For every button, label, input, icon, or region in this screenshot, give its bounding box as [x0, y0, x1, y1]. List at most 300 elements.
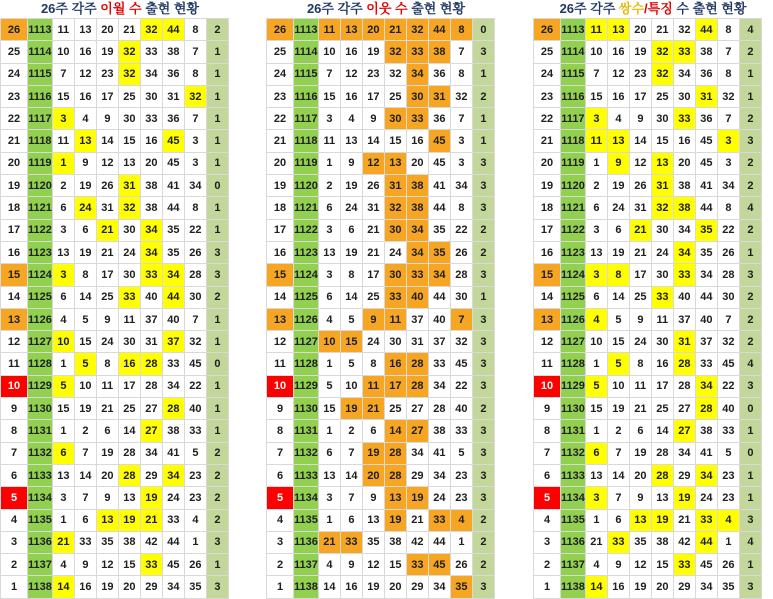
winning-number-cell: 2 [585, 175, 607, 197]
table-row [534, 19, 762, 41]
winning-number-cell: 28 [428, 398, 450, 420]
winning-number-cell: 41 [695, 175, 717, 197]
winning-number-cell: 24 [629, 331, 651, 353]
draw-number-cell: 1135 [561, 509, 586, 531]
bonus-number-cell: 35 [717, 576, 739, 598]
table-row [534, 487, 762, 509]
winning-number-cell: 33 [673, 108, 695, 130]
winning-number-cell: 24 [74, 197, 96, 219]
draw-number-cell: 1122 [561, 219, 586, 241]
bonus-number-cell: 26 [184, 241, 206, 263]
winning-number-cell: 7 [340, 442, 362, 464]
winning-number-cell: 2 [607, 420, 629, 442]
table-row [267, 531, 495, 553]
match-count-cell: 3 [472, 420, 494, 442]
rank-cell: 11 [1, 353, 28, 375]
winning-number-cell: 14 [362, 130, 384, 152]
bonus-number-cell: 22 [717, 219, 739, 241]
winning-number-cell: 17 [629, 264, 651, 286]
table-row [267, 487, 495, 509]
winning-number-cell: 44 [695, 531, 717, 553]
winning-number-cell: 14 [340, 464, 362, 486]
draw-table [266, 18, 495, 599]
title-suffix: 수 출현 현황 [672, 1, 747, 16]
winning-number-cell: 33 [406, 108, 428, 130]
winning-number-cell: 9 [629, 308, 651, 330]
winning-number-cell: 31 [406, 331, 428, 353]
winning-number-cell: 7 [52, 63, 74, 85]
winning-number-cell: 14 [96, 130, 118, 152]
winning-number-cell: 11 [362, 375, 384, 397]
title-prefix: 26주 각주 [306, 1, 367, 16]
winning-number-cell: 33 [140, 108, 162, 130]
table-row [534, 308, 762, 330]
winning-number-cell: 19 [118, 509, 140, 531]
winning-number-cell: 21 [673, 509, 695, 531]
match-count-cell: 0 [739, 442, 761, 464]
winning-number-cell: 7 [607, 487, 629, 509]
winning-number-cell: 1 [52, 509, 74, 531]
winning-number-cell: 21 [406, 509, 428, 531]
winning-number-cell: 16 [118, 353, 140, 375]
rank-cell: 21 [534, 130, 561, 152]
winning-number-cell: 16 [74, 41, 96, 63]
match-count-cell: 2 [206, 487, 228, 509]
winning-number-cell: 27 [673, 398, 695, 420]
rank-cell: 14 [534, 286, 561, 308]
match-count-cell: 2 [739, 108, 761, 130]
winning-number-cell: 16 [340, 576, 362, 598]
draw-number-cell: 1115 [28, 63, 53, 85]
rank-cell: 26 [267, 19, 294, 41]
draw-number-cell: 1138 [561, 576, 586, 598]
winning-number-cell: 30 [140, 85, 162, 107]
bonus-number-cell: 3 [450, 152, 472, 174]
bonus-number-cell: 4 [450, 509, 472, 531]
winning-number-cell: 34 [162, 375, 184, 397]
winning-number-cell: 28 [384, 442, 406, 464]
draw-number-cell: 1113 [561, 19, 586, 41]
bonus-number-cell: 8 [717, 19, 739, 41]
draw-number-cell: 1113 [294, 19, 319, 41]
winning-number-cell: 30 [673, 85, 695, 107]
match-count-cell: 3 [472, 41, 494, 63]
winning-number-cell: 33 [406, 264, 428, 286]
match-count-cell: 1 [206, 420, 228, 442]
table-row [1, 41, 229, 63]
winning-number-cell: 11 [96, 375, 118, 397]
bonus-number-cell: 28 [450, 264, 472, 286]
winning-number-cell: 4 [340, 108, 362, 130]
winning-number-cell: 34 [140, 219, 162, 241]
winning-number-cell: 6 [52, 442, 74, 464]
match-count-cell: 3 [472, 308, 494, 330]
winning-number-cell: 13 [384, 487, 406, 509]
draw-number-cell: 1137 [561, 554, 586, 576]
rank-cell: 4 [267, 509, 294, 531]
winning-number-cell: 30 [651, 331, 673, 353]
table-row [267, 420, 495, 442]
winning-number-cell: 20 [118, 576, 140, 598]
match-count-cell: 2 [472, 241, 494, 263]
winning-number-cell: 15 [585, 398, 607, 420]
bonus-number-cell: 33 [184, 420, 206, 442]
winning-number-cell: 26 [96, 175, 118, 197]
panel-neighbor [266, 0, 506, 594]
winning-number-cell: 30 [651, 219, 673, 241]
draw-number-cell: 1123 [294, 241, 319, 263]
winning-number-cell: 32 [651, 41, 673, 63]
winning-number-cell: 37 [695, 331, 717, 353]
match-count-cell: 1 [206, 108, 228, 130]
winning-number-cell: 13 [585, 464, 607, 486]
winning-number-cell: 12 [629, 152, 651, 174]
winning-number-cell: 21 [96, 219, 118, 241]
winning-number-cell: 33 [140, 554, 162, 576]
winning-number-cell: 2 [340, 420, 362, 442]
match-count-cell: 4 [739, 197, 761, 219]
match-count-cell: 2 [206, 442, 228, 464]
winning-number-cell: 9 [629, 487, 651, 509]
rank-cell: 25 [1, 41, 28, 63]
bonus-number-cell: 30 [184, 286, 206, 308]
winning-number-cell: 9 [629, 108, 651, 130]
winning-number-cell: 44 [162, 286, 184, 308]
match-count-cell: 3 [472, 264, 494, 286]
winning-number-cell: 45 [695, 130, 717, 152]
winning-number-cell: 20 [96, 464, 118, 486]
winning-number-cell: 14 [318, 576, 340, 598]
match-count-cell: 1 [739, 554, 761, 576]
draw-number-cell: 1117 [561, 108, 586, 130]
draw-number-cell: 1124 [28, 264, 53, 286]
winning-number-cell: 15 [651, 130, 673, 152]
bonus-number-cell: 40 [450, 398, 472, 420]
winning-number-cell: 19 [96, 41, 118, 63]
match-count-cell: 3 [472, 197, 494, 219]
rank-cell: 16 [534, 241, 561, 263]
winning-number-cell: 6 [362, 420, 384, 442]
bonus-number-cell: 3 [184, 130, 206, 152]
draw-number-cell: 1134 [294, 487, 319, 509]
winning-number-cell: 28 [695, 398, 717, 420]
winning-number-cell: 16 [607, 576, 629, 598]
winning-number-cell: 17 [96, 85, 118, 107]
match-count-cell: 1 [206, 554, 228, 576]
bonus-number-cell: 8 [717, 63, 739, 85]
winning-number-cell: 1 [318, 152, 340, 174]
winning-number-cell: 28 [118, 442, 140, 464]
table-row [1, 241, 229, 263]
rank-cell: 7 [1, 442, 28, 464]
rank-cell: 5 [534, 487, 561, 509]
rank-cell: 21 [1, 130, 28, 152]
draw-number-cell: 1116 [561, 85, 586, 107]
winning-number-cell: 19 [140, 487, 162, 509]
winning-number-cell: 42 [673, 531, 695, 553]
winning-number-cell: 34 [140, 442, 162, 464]
table-row [267, 554, 495, 576]
winning-number-cell: 14 [52, 576, 74, 598]
match-count-cell: 1 [206, 41, 228, 63]
panel-pair [533, 0, 773, 594]
rank-cell: 22 [1, 108, 28, 130]
winning-number-cell: 33 [673, 264, 695, 286]
winning-number-cell: 16 [607, 41, 629, 63]
winning-number-cell: 2 [74, 420, 96, 442]
winning-number-cell: 30 [651, 264, 673, 286]
bonus-number-cell: 45 [450, 353, 472, 375]
table-row [1, 554, 229, 576]
winning-number-cell: 32 [673, 19, 695, 41]
bonus-number-cell: 8 [184, 19, 206, 41]
match-count-cell: 2 [739, 219, 761, 241]
winning-number-cell: 44 [695, 197, 717, 219]
rank-cell: 20 [1, 152, 28, 174]
winning-number-cell: 35 [96, 531, 118, 553]
winning-number-cell: 13 [384, 152, 406, 174]
match-count-cell: 0 [739, 398, 761, 420]
winning-number-cell: 35 [362, 531, 384, 553]
draw-number-cell: 1126 [561, 308, 586, 330]
winning-number-cell: 6 [629, 420, 651, 442]
table-row [267, 264, 495, 286]
rank-cell: 1 [1, 576, 28, 598]
winning-number-cell: 12 [340, 63, 362, 85]
rank-cell: 12 [534, 331, 561, 353]
winning-number-cell: 11 [118, 308, 140, 330]
winning-number-cell: 33 [607, 531, 629, 553]
table-row [1, 19, 229, 41]
winning-number-cell: 32 [651, 197, 673, 219]
draw-number-cell: 1126 [28, 308, 53, 330]
winning-number-cell: 16 [340, 41, 362, 63]
winning-number-cell: 17 [651, 375, 673, 397]
panel-title [266, 0, 506, 18]
table-row [534, 130, 762, 152]
winning-number-cell: 1 [52, 152, 74, 174]
winning-number-cell: 11 [384, 308, 406, 330]
winning-number-cell: 20 [629, 19, 651, 41]
bonus-number-cell: 4 [184, 509, 206, 531]
winning-number-cell: 3 [52, 219, 74, 241]
table-row [1, 509, 229, 531]
winning-number-cell: 40 [406, 286, 428, 308]
match-count-cell: 3 [739, 576, 761, 598]
winning-number-cell: 30 [384, 108, 406, 130]
bonus-number-cell: 3 [184, 152, 206, 174]
winning-number-cell: 35 [162, 219, 184, 241]
match-count-cell: 0 [472, 19, 494, 41]
winning-number-cell: 34 [695, 464, 717, 486]
winning-number-cell: 40 [695, 308, 717, 330]
winning-number-cell: 16 [384, 353, 406, 375]
table-row [534, 554, 762, 576]
bonus-number-cell: 22 [717, 375, 739, 397]
winning-number-cell: 35 [428, 241, 450, 263]
match-count-cell: 4 [739, 531, 761, 553]
winning-number-cell: 45 [162, 152, 184, 174]
winning-number-cell: 1 [318, 420, 340, 442]
winning-number-cell: 24 [340, 197, 362, 219]
winning-number-cell: 20 [651, 576, 673, 598]
winning-number-cell: 13 [585, 241, 607, 263]
bonus-number-cell: 5 [717, 442, 739, 464]
match-count-cell: 1 [472, 108, 494, 130]
rank-cell: 6 [534, 464, 561, 486]
winning-number-cell: 34 [428, 375, 450, 397]
winning-number-cell: 14 [118, 420, 140, 442]
winning-number-cell: 6 [340, 219, 362, 241]
winning-number-cell: 20 [140, 152, 162, 174]
winning-number-cell: 19 [607, 241, 629, 263]
winning-number-cell: 19 [74, 241, 96, 263]
winning-number-cell: 6 [52, 286, 74, 308]
winning-number-cell: 6 [318, 442, 340, 464]
rank-cell: 9 [267, 398, 294, 420]
winning-number-cell: 33 [118, 286, 140, 308]
winning-number-cell: 31 [362, 197, 384, 219]
match-count-cell: 1 [739, 487, 761, 509]
winning-number-cell: 13 [118, 487, 140, 509]
winning-number-cell: 2 [52, 175, 74, 197]
winning-number-cell: 31 [629, 197, 651, 219]
winning-number-cell: 45 [428, 554, 450, 576]
winning-number-cell: 29 [140, 464, 162, 486]
winning-number-cell: 19 [651, 509, 673, 531]
winning-number-cell: 12 [362, 152, 384, 174]
winning-number-cell: 5 [74, 353, 96, 375]
winning-number-cell: 27 [406, 398, 428, 420]
winning-number-cell: 31 [651, 175, 673, 197]
winning-number-cell: 3 [585, 264, 607, 286]
winning-number-cell: 11 [651, 308, 673, 330]
draw-number-cell: 1113 [28, 19, 53, 41]
table-row [1, 108, 229, 130]
table-row [534, 420, 762, 442]
winning-number-cell: 21 [52, 531, 74, 553]
bonus-number-cell: 5 [450, 442, 472, 464]
winning-number-cell: 42 [406, 531, 428, 553]
rank-cell: 8 [1, 420, 28, 442]
draw-number-cell: 1130 [294, 398, 319, 420]
winning-number-cell: 35 [695, 219, 717, 241]
winning-number-cell: 6 [318, 286, 340, 308]
winning-number-cell: 17 [362, 264, 384, 286]
bonus-number-cell: 32 [717, 85, 739, 107]
winning-number-cell: 34 [406, 63, 428, 85]
rank-cell: 23 [534, 85, 561, 107]
table-row [267, 197, 495, 219]
bonus-number-cell: 35 [450, 576, 472, 598]
bonus-number-cell: 40 [717, 398, 739, 420]
winning-number-cell: 30 [384, 264, 406, 286]
winning-number-cell: 45 [162, 130, 184, 152]
rank-cell: 12 [267, 331, 294, 353]
rank-cell: 8 [534, 420, 561, 442]
winning-number-cell: 6 [74, 219, 96, 241]
rank-cell: 10 [534, 375, 561, 397]
winning-number-cell: 31 [673, 331, 695, 353]
draw-number-cell: 1138 [294, 576, 319, 598]
match-count-cell: 2 [472, 554, 494, 576]
winning-number-cell: 12 [607, 63, 629, 85]
winning-number-cell: 13 [96, 509, 118, 531]
winning-number-cell: 35 [695, 241, 717, 263]
winning-number-cell: 38 [140, 175, 162, 197]
bonus-number-cell: 7 [450, 41, 472, 63]
winning-number-cell: 36 [162, 63, 184, 85]
bonus-number-cell: 32 [717, 331, 739, 353]
winning-number-cell: 44 [695, 19, 717, 41]
bonus-number-cell: 8 [450, 197, 472, 219]
winning-number-cell: 33 [162, 353, 184, 375]
draw-number-cell: 1120 [294, 175, 319, 197]
winning-number-cell: 7 [74, 442, 96, 464]
winning-number-cell: 6 [340, 509, 362, 531]
winning-number-cell: 19 [340, 241, 362, 263]
winning-number-cell: 15 [340, 331, 362, 353]
winning-number-cell: 38 [118, 531, 140, 553]
rank-cell: 7 [267, 442, 294, 464]
match-count-cell: 2 [739, 152, 761, 174]
winning-number-cell: 7 [340, 487, 362, 509]
draw-number-cell: 1121 [294, 197, 319, 219]
winning-number-cell: 33 [340, 531, 362, 553]
winning-number-cell: 21 [362, 398, 384, 420]
table-row [267, 331, 495, 353]
rank-cell: 16 [1, 241, 28, 263]
winning-number-cell: 6 [52, 197, 74, 219]
winning-number-cell: 13 [74, 19, 96, 41]
draw-number-cell: 1131 [28, 420, 53, 442]
winning-number-cell: 20 [406, 152, 428, 174]
table-row [534, 531, 762, 553]
match-count-cell: 3 [472, 331, 494, 353]
panel-title [533, 0, 773, 18]
rank-cell: 19 [1, 175, 28, 197]
match-count-cell: 1 [739, 241, 761, 263]
winning-number-cell: 21 [629, 398, 651, 420]
bonus-number-cell: 8 [184, 63, 206, 85]
match-count-cell: 2 [206, 19, 228, 41]
draw-number-cell: 1123 [28, 241, 53, 263]
winning-number-cell: 32 [140, 19, 162, 41]
winning-number-cell: 24 [607, 197, 629, 219]
winning-number-cell: 25 [384, 398, 406, 420]
winning-number-cell: 23 [362, 63, 384, 85]
table-row [267, 442, 495, 464]
winning-number-cell: 29 [140, 576, 162, 598]
winning-number-cell: 19 [74, 175, 96, 197]
winning-number-cell: 25 [118, 85, 140, 107]
winning-number-cell: 13 [651, 487, 673, 509]
winning-number-cell: 13 [74, 130, 96, 152]
winning-number-cell: 32 [384, 41, 406, 63]
winning-number-cell: 19 [340, 175, 362, 197]
winning-number-cell: 44 [428, 197, 450, 219]
match-count-cell: 0 [206, 353, 228, 375]
rank-cell: 8 [267, 420, 294, 442]
table-row [534, 509, 762, 531]
winning-number-cell: 28 [651, 464, 673, 486]
rank-cell: 2 [267, 554, 294, 576]
match-count-cell: 2 [472, 85, 494, 107]
winning-number-cell: 34 [695, 264, 717, 286]
winning-number-cell: 20 [673, 152, 695, 174]
winning-number-cell: 10 [607, 375, 629, 397]
match-count-cell: 1 [472, 286, 494, 308]
